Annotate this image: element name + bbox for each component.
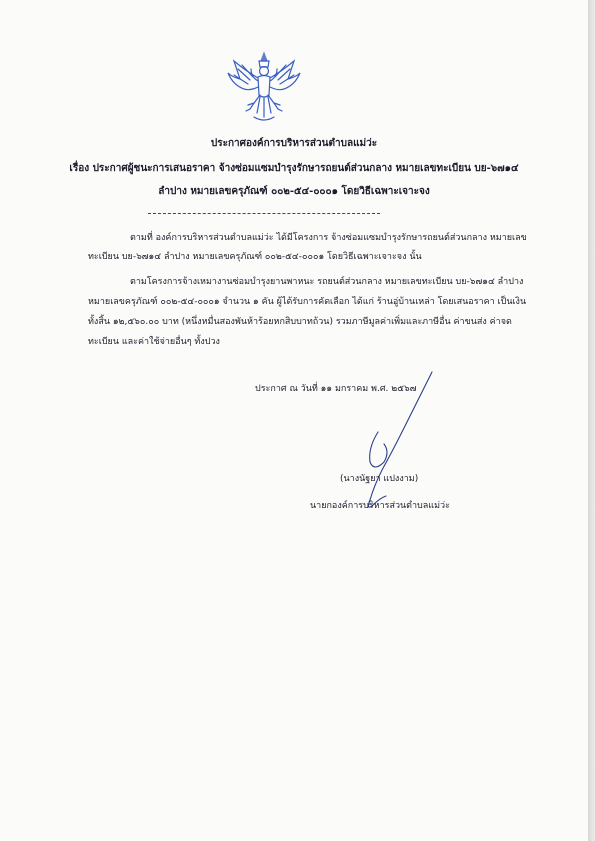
paragraph-1-line-1: ตามที่ องค์การบริหารส่วนตำบลแม่ว่ะ ได้มีโครงการ จ้างซ่อมแซมบำรุงรักษารถยนต์ส่วนกลาง หมายเลข [130,233,527,243]
announcement-subject-line-2: ลำปาง หมายเลขครุภัณฑ์ ๐๐๒-๕๔-๐๐๐๑ โดยวิธีเฉพาะเจาะจง [158,186,430,197]
paragraph-2-line-2: หมายเลขครุภัณฑ์ ๐๐๒-๕๔-๐๐๐๑ จำนวน ๑ คัน ผู้ได้รับการคัดเลือก ได้แก่ ร้านอู่บ้านเหล่า โดยเสนอราคา เป็นเงิน [88,297,527,307]
signatory-position: นายกองค์การบริหารส่วนตำบลแม่ว่ะ [310,501,450,511]
announcement-subject-line-1: เรื่อง ประกาศผู้ชนะการเสนอราคา จ้างซ่อมแซมบำรุงรักษารถยนต์ส่วนกลาง หมายเลขทะเบียน บย-๖๗๑๔ [69,163,519,174]
paragraph-2-line-1: ตามโครงการจ้างเหมางานซ่อมบำรุงยานพาหนะ รถยนต์ส่วนกลาง หมายเลขทะเบียน บย-๖๗๑๔ ลำปาง [130,277,524,287]
paragraph-2-line-4: ทะเบียน และค่าใช้จ่ายอื่นๆ ทั้งปวง [88,337,220,347]
announcement-org-title: ประกาศองค์การบริหารส่วนตำบลแม่ว่ะ [210,138,378,149]
paragraph-1-line-2: ทะเบียน บย-๖๗๑๔ ลำปาง หมายเลขครุภัณฑ์ ๐๐๒-๕๔-๐๐๐๑ โดยวิธีเฉพาะเจาะจง นั้น [88,252,422,262]
paragraph-2-line-3: ทั้งสิ้น ๑๒,๕๖๐.๐๐ บาท (หนึ่งหมื่นสองพันห้าร้อยหกสิบบาทถ้วน) รวมภาษีมูลค่าเพิ่มและภาษีอื่น ค่าขนส่ง ค่าจด [88,317,512,327]
announcement-date: ประกาศ ณ วันที่ ๑๑ มกราคม พ.ศ. ๒๕๖๗ [255,384,417,394]
signatory-name: (นางนัฐยา แปงงาม) [340,474,419,484]
